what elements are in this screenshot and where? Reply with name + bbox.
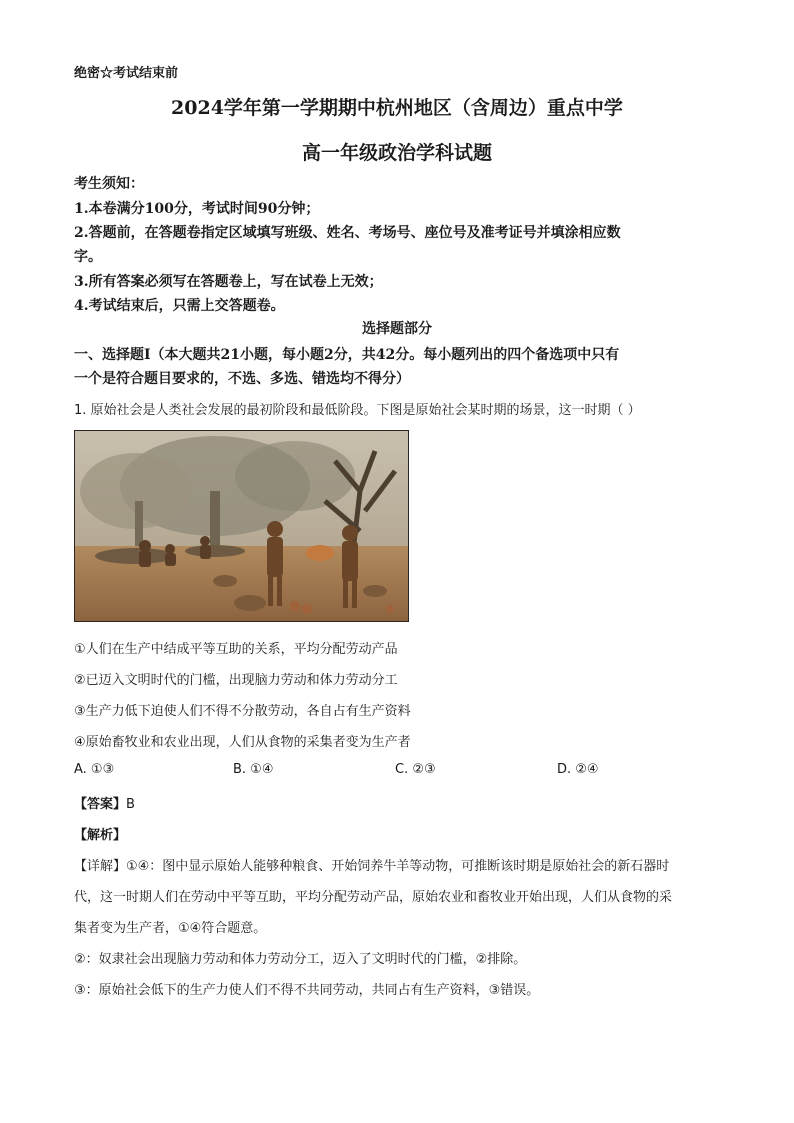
answer-line (74, 793, 135, 812)
exam-title-line2: 高一年级政治学科试题 (301, 142, 492, 164)
analysis-label-text: 【解析】 (74, 828, 127, 843)
analysis-line: ②：奴隶社会出现脑力劳动和体力劳动分工，迈入了文明时代的门槛，②排除。 (74, 952, 527, 967)
section-title: 选择题部分 (362, 321, 432, 337)
analysis-label (74, 824, 126, 843)
exam-title-line1: 2024学年第一学期期中杭州地区（含周边）重点中学 (171, 97, 623, 119)
section-heading-line1: 一、选择题Ⅰ（本大题共21小题，每小题2分，共42分。每小题列出的四个备选项中只有 (74, 347, 620, 363)
question-stem: 1. 原始社会是人类社会发展的最初阶段和最低阶段。下图是原始社会某时期的场景，这一时期（ ） (74, 403, 641, 418)
notice-item: 1.本卷满分100分，考试时间90分钟； (74, 201, 320, 217)
analysis-line: 代，这一时期人们在劳动中平等互助，平均分配劳动产品，原始农业和畜牧业开始出现，人们从食物的采 (74, 890, 673, 905)
answer-label: 【答案】 (74, 797, 127, 812)
analysis-line: 【详解】①④：图中显示原始人能够种粮食、开始饲养牛羊等动物，可推断该时期是原始社会的新石器时 (74, 859, 670, 874)
option-b[interactable]: B. ①④ (233, 762, 274, 777)
option-d[interactable]: D. ②④ (557, 762, 599, 777)
section-heading-line2: 一个是符合题目要求的，不选、多选、错选均不得分） (74, 371, 410, 387)
option-c[interactable]: C. ②③ (395, 762, 436, 777)
answer-value: B (126, 797, 135, 812)
confidential-label: 绝密☆考试结束前 (74, 66, 179, 81)
notice-item: 字。 (74, 249, 102, 265)
analysis-line: ③：原始社会低下的生产力使人们不得不共同劳动，共同占有生产资料，③错误。 (74, 983, 540, 998)
option-a[interactable]: A. ①③ (74, 762, 115, 777)
statement-3: ③生产力低下迫使人们不得不分散劳动，各自占有生产资料 (74, 704, 411, 719)
analysis-line: 集者变为生产者，①④符合题意。 (74, 921, 267, 936)
notice-heading: 考生须知： (74, 176, 144, 192)
primitive-society-illustration (74, 430, 409, 622)
notice-item: 4.考试结束后，只需上交答题卷。 (74, 298, 285, 314)
statement-2: ②已迈入文明时代的门槛，出现脑力劳动和体力劳动分工 (74, 673, 398, 688)
statement-1: ①人们在生产中结成平等互助的关系，平均分配劳动产品 (74, 642, 398, 657)
notice-item: 2.答题前，在答题卷指定区域填写班级、姓名、考场号、座位号及准考证号并填涂相应数 (74, 225, 621, 241)
notice-item: 3.所有答案必须写在答题卷上，写在试卷上无效； (74, 274, 383, 290)
statement-4: ④原始畜牧业和农业出现，人们从食物的采集者变为生产者 (74, 735, 411, 750)
